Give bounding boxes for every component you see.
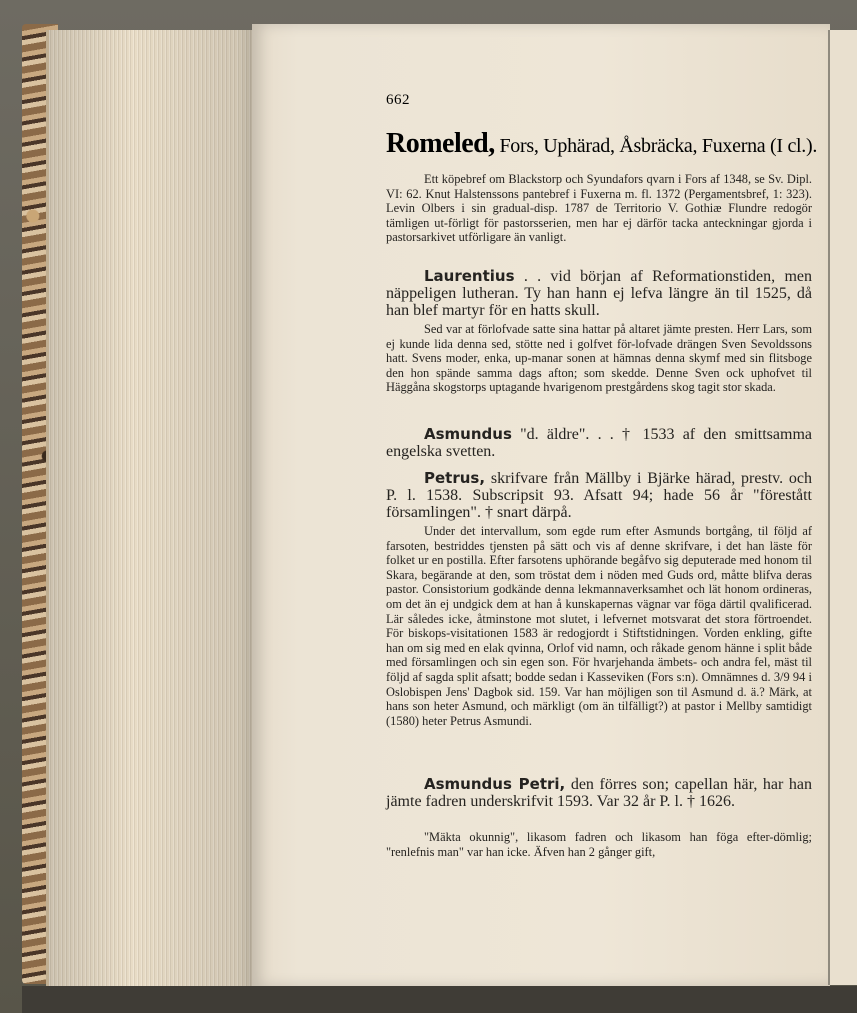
entry-asmundus: [386, 426, 812, 460]
entry-text: skrifvare från Mällby i Bjärke härad, prestv. och P. l. 1538. Subscripsit 93. Afsatt 94; hade 56 år "förestått församlingen". † snart därpå.: [386, 470, 812, 521]
entry-note-laurentius: Sed var at förlofvade satte sina hattar på altaret jämte presten. Herr Lars, som ej kunde lida denna sed, stötte ned i golfvet för-lofvade drängen Sven Sevoldssons hatt. Svens moder, enka, up-manar sonen at hämnas denna skymf med sin flitsboge den hon spände samma dags afton; som skedde. Denne Sven ock uphofvet til Häggåna skogstorps uptagande hvarigenom prestgårdens skog tagit stor skada.: [386, 322, 812, 395]
entry-petrus: [386, 470, 812, 521]
entry-name: Asmundus Petri,: [424, 775, 566, 793]
entry-note-asmundus-petri: "Mäkta okunnig", likasom fadren och likasom han föga efter-dömlig; "renlefnis man" var han icke. Äfven han 2 gånger gift,: [386, 830, 812, 859]
entry-text: den förres son; capellan här, har han jämte fadren underskrifvit 1593. Var 32 år P. l. † 1626.: [386, 776, 812, 810]
entry-text: . . vid början af Reformationstiden, men näppeligen lutheran. Ty han hann ej lefva längre än til 1525, då han blef martyr för en hatts skull.: [386, 268, 812, 319]
page-heading: [386, 128, 826, 160]
intro-paragraph: Ett köpebref om Blackstorp och Syundafors qvarn i Fors af 1348, se Sv. Dipl. VI: 62. Knut Halstenssons pantebref i Fuxerna m. fl. 1372 (Pergamentsbref, 1: 323). Levin Olbers i sin gradual-disp. 1787 de Territorio V. Gothiæ Flundre redogör tämligen ut-förligt för pastorsserien, men har ej därför tacka anteckningar gjorda i pastorsarkivet utförligare än vanligt.: [386, 172, 812, 245]
page-stack: [46, 30, 259, 996]
entry-asmundus-petri: [386, 776, 812, 810]
facing-page-edge: [828, 30, 857, 985]
entry-name: Laurentius: [424, 267, 515, 285]
entry-laurentius: [386, 268, 812, 319]
entry-name: Asmundus: [424, 425, 512, 443]
parish-details: Fors, Uphärad, Åsbräcka, Fuxerna (I cl.).: [494, 135, 818, 157]
entry-name: Petrus,: [424, 469, 486, 487]
parish-name: Romeled,: [386, 128, 495, 159]
entry-note-petrus: Under det intervallum, som egde rum efter Asmunds bortgång, til följd af farsoten, bestriddes tjensten på sätt och vis af denne skrifvare, i det han läste för folket ur en postilla. Efter farsotens uphörande begåfvo sig deputerade med honom til Skara, begärande at den, som tröstat dem i nöden med Guds ord, måtte blifva deras pastor. Consistorium godkände denna lekmannaverksamhet och lät honom ordineras, om det än ej undgick dem at han å kunskapernas vägnar var föga därtil qvalificerad. Lär således icke, åtminstone mot slutet, i lefvernet motsvarat det stora förtroendet. För biskops-visitationen 1583 är redogjordt i Stiftstidningen. Vorden enkling, gifte han om sig med en elak qvinna, Orlof vid namn, och råkade genom hänne i split både med församlingen och sin egen son. För hvarjehanda ämbets- och andra fel, mäst til följd af sagda split afsatt; bodde sedan i Kasseviken (Fors s:n). Omnämnes d. 3/9 94 i Oslobispen Jens' Dagbok sid. 159. Var han möjligen son til Asmund d. ä.? Märk, at hans son heter Asmund, och märkligt (om än tilfälligt?) at pastor i Mellby samtidigt (1580) heter Petrus Asmundi.: [386, 524, 812, 728]
entry-text: "d. äldre". . . † 1533 af den smittsamma engelska svetten.: [386, 426, 812, 460]
table-surface: [22, 986, 857, 1013]
page-number: 662: [386, 92, 410, 108]
